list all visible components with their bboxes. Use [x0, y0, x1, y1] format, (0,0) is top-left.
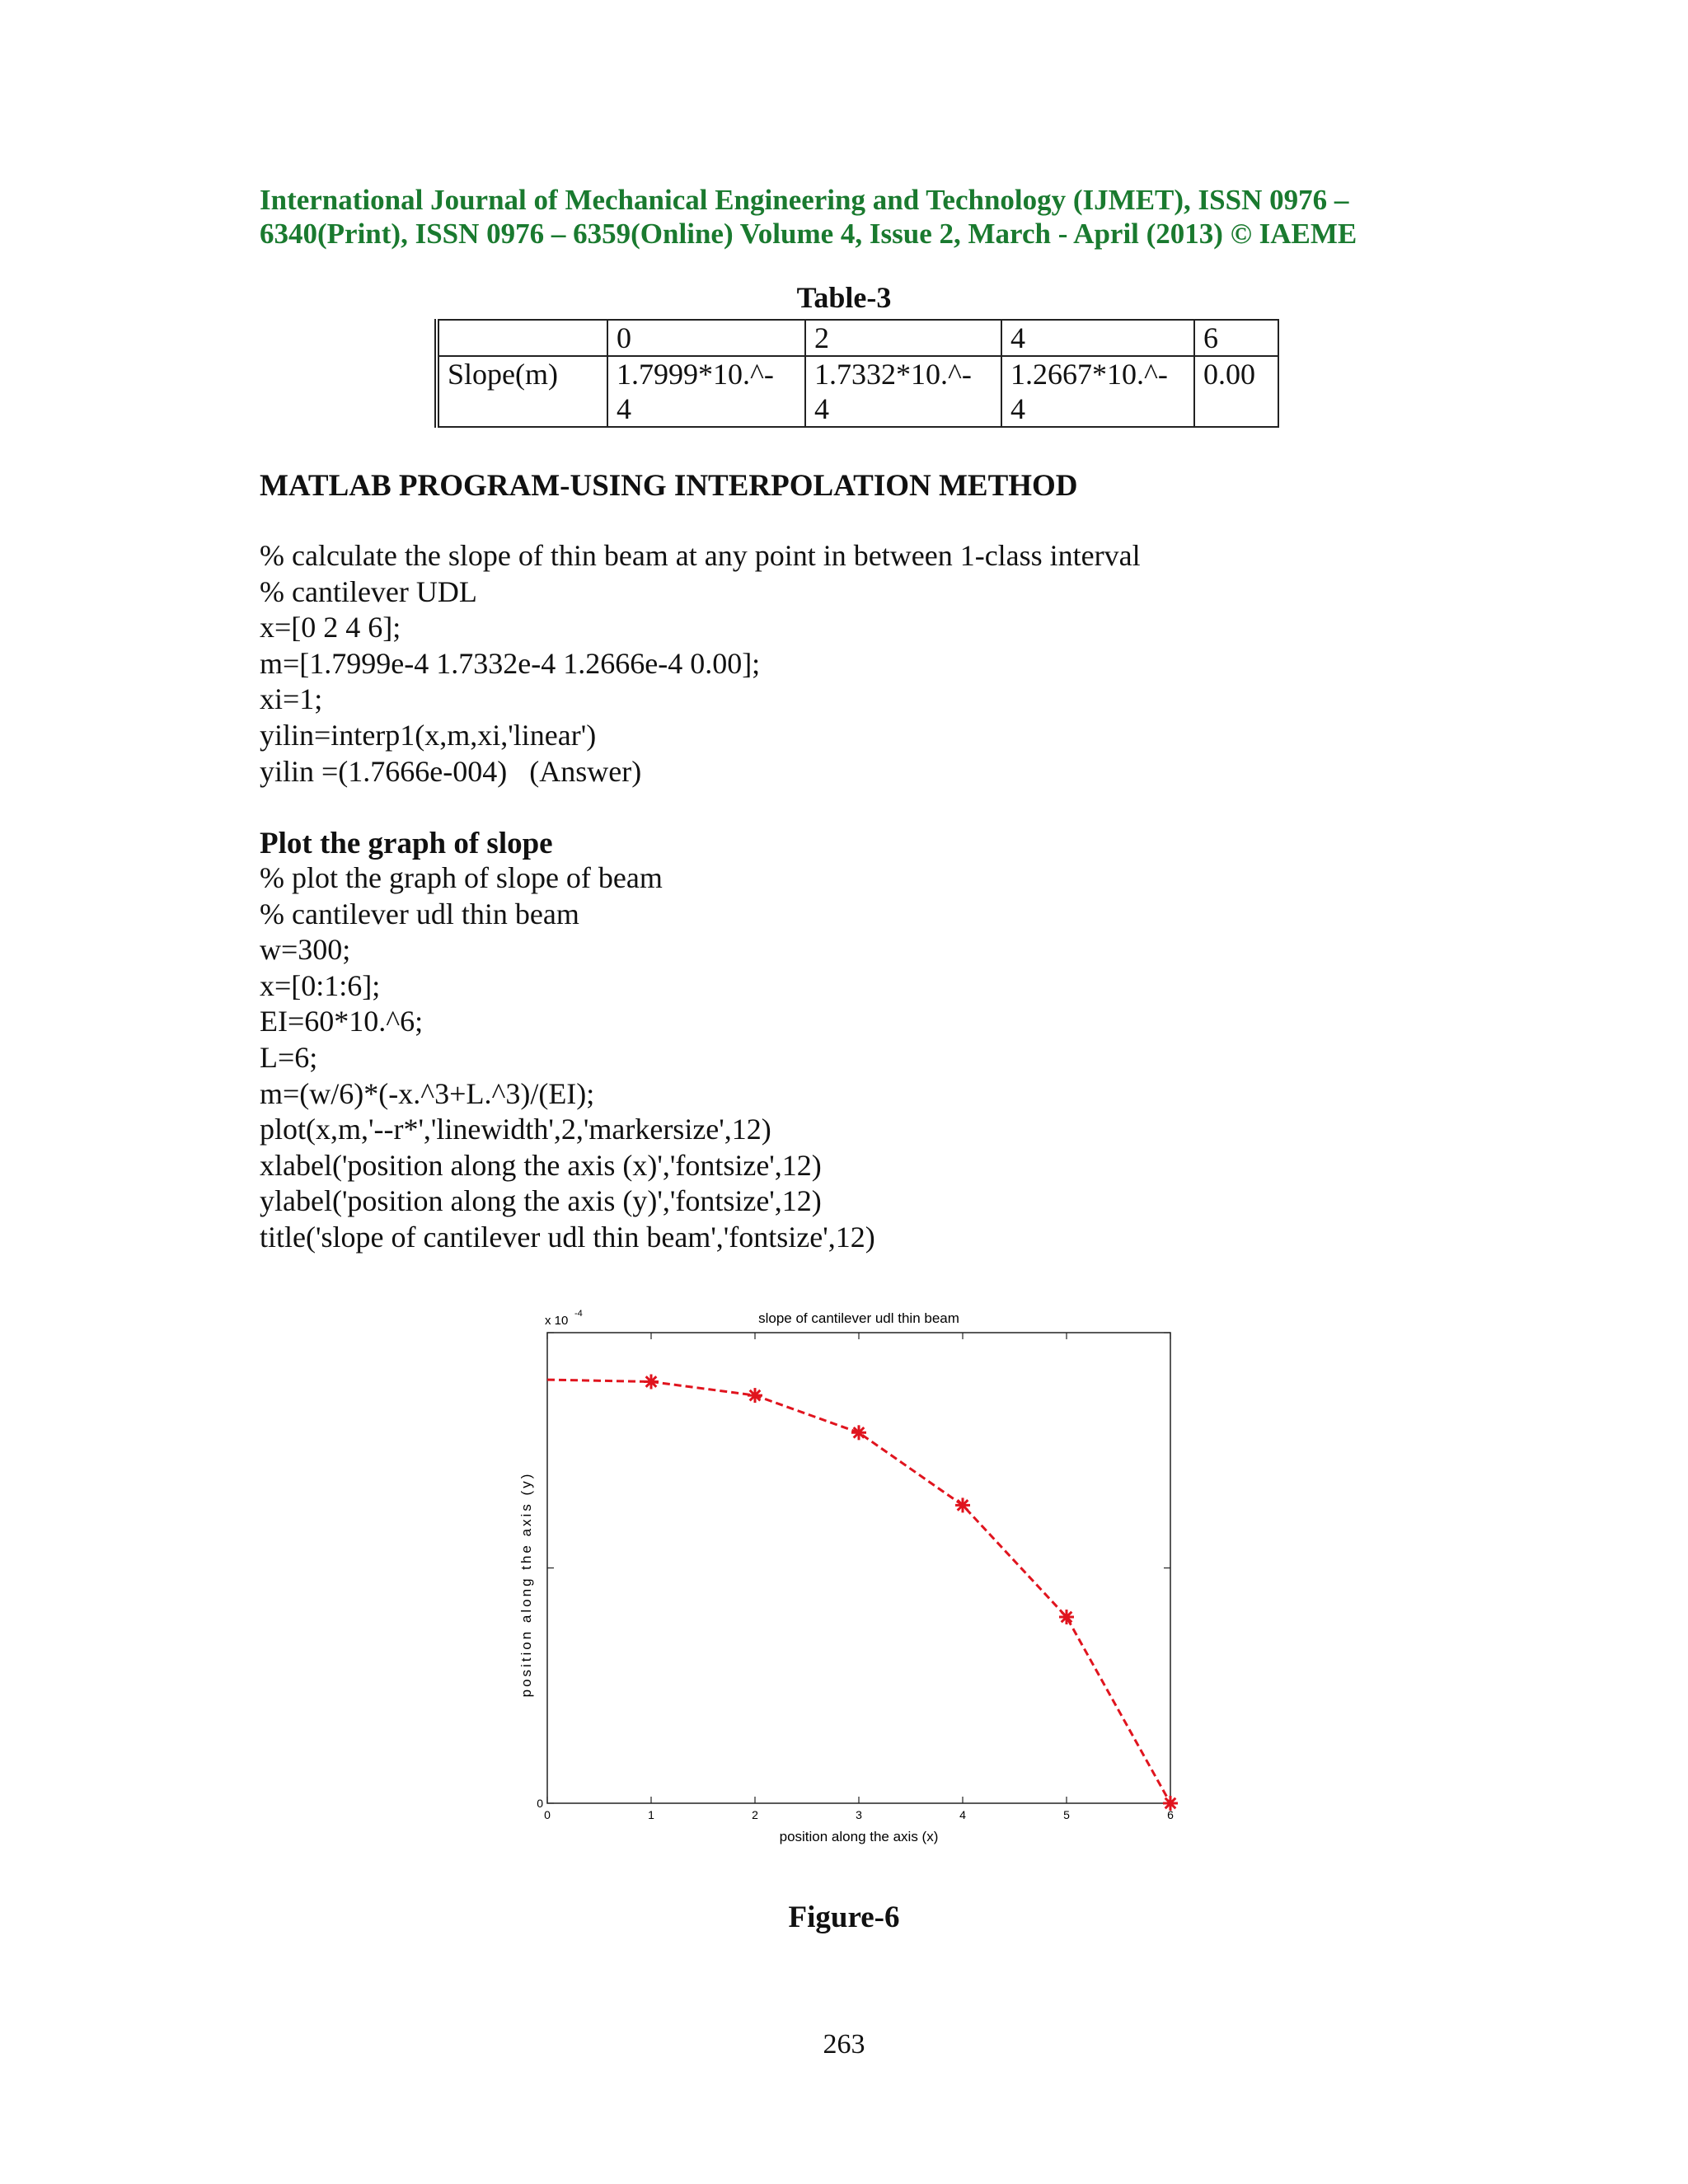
code-block-plot: % plot the graph of slope of beam % cantilever udl thin beam w=300; x=[0:1:6]; EI=60*10.^6; L=6; m=(w/6)*(-x.^3+L.^3)/(EI); plot(x,m,'--r*','linewidth',2,'markersize',12) xlabel('position along the axis (x)','fontsize',12) ylabel('position along the axis (y)','fontsize',12) title('slope of cantilever udl thin beam','fontsize',12) — [260, 861, 875, 1254]
x-tick-label: 2 — [752, 1808, 758, 1821]
x-tick-label: 5 — [1063, 1808, 1070, 1821]
x-tick-label: 1 — [648, 1808, 654, 1821]
section-heading-plot: Plot the graph of slope — [260, 827, 553, 860]
y-axis-label: position along the axis (y) — [518, 1471, 534, 1698]
slope-table — [434, 319, 1279, 428]
figure-caption: Figure-6 — [788, 1900, 900, 1934]
data-point-marker — [1163, 1796, 1178, 1811]
section-heading-interpolation: MATLAB PROGRAM-USING INTERPOLATION METHOD — [260, 469, 1078, 503]
table-cell: 1.7999*10.^- 4 — [607, 356, 805, 427]
journal-header: International Journal of Mechanical Engineering and Technology (IJMET), ISSN 0976 – 6340(Print), ISSN 0976 – 6359(Online) Volume 4, Issue 2, March - April (2013) © IAEME — [260, 184, 1357, 250]
table-header-row — [437, 320, 1278, 356]
code-block-interpolation: % calculate the slope of thin beam at any point in between 1-class interval % cantilever UDL x=[0 2 4 6]; m=[1.7999e-4 1.7332e-4 1.2666e-4 0.00]; xi=1; yilin=interp1(x,m,xi,'linear') yilin =(1.7666e-004) (Answer) — [260, 539, 1141, 788]
x-tick-label: 3 — [856, 1808, 862, 1821]
table-cell: 0 — [607, 320, 805, 356]
y-exponent-power: -4 — [574, 1309, 583, 1319]
series-line — [547, 1380, 1170, 1803]
table-row — [437, 356, 1278, 427]
data-point-marker — [644, 1375, 659, 1390]
y-exponent-label: x 10 — [545, 1314, 569, 1328]
y-tick-label: 0 — [537, 1797, 543, 1810]
table-cell: 1.2667*10.^- 4 — [1001, 356, 1194, 427]
x-tick-label: 0 — [544, 1808, 551, 1821]
x-axis-label: position along the axis (x) — [779, 1829, 939, 1844]
x-tick-label: 6 — [1167, 1808, 1174, 1821]
chart-title: slope of cantilever udl thin beam — [758, 1310, 959, 1326]
x-tick-label: 4 — [959, 1808, 966, 1821]
data-point-marker — [748, 1388, 762, 1403]
table-cell: 1.7332*10.^- 4 — [805, 356, 1001, 427]
table-cell: 0.00 — [1194, 356, 1278, 427]
plot-area-frame — [547, 1333, 1170, 1803]
table-cell — [437, 320, 607, 356]
page-number: 263 — [823, 2029, 865, 2060]
data-point-marker — [851, 1425, 866, 1440]
slope-chart — [486, 1294, 1212, 1854]
table-cell: 4 — [1001, 320, 1194, 356]
table-cell: 2 — [805, 320, 1001, 356]
table-cell: Slope(m) — [437, 356, 607, 427]
table-cell: 6 — [1194, 320, 1278, 356]
table-caption: Table-3 — [796, 281, 892, 314]
